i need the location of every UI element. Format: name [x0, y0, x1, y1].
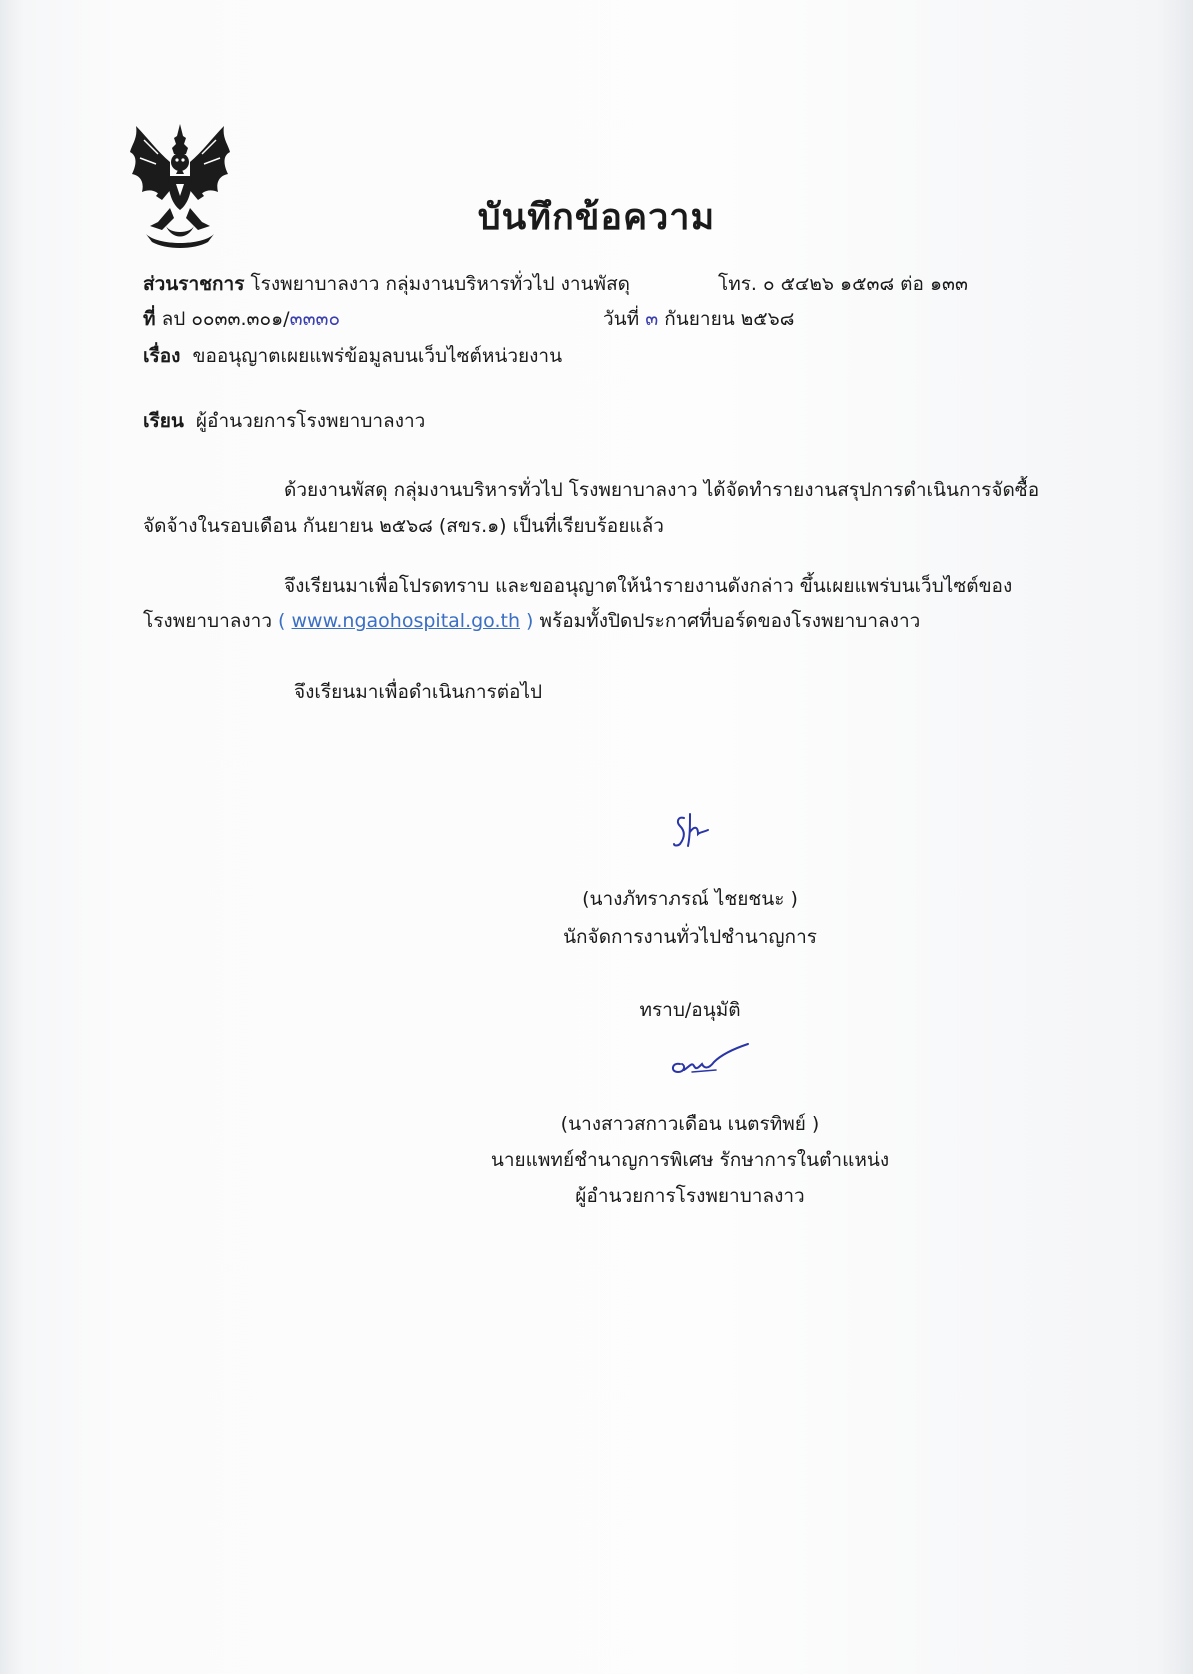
- agency-value: โรงพยาบาลงาว กลุ่มงานบริหารทั่วไป งานพัสดุ: [250, 273, 631, 295]
- signer-2-name: (นางสาวสกาวเดือน เนตรทิพย์ ): [560, 1113, 820, 1135]
- paragraph-2-text-start: โรงพยาบาลงาว: [143, 610, 273, 632]
- subject-label: เรื่อง: [143, 345, 181, 367]
- addressee-value: ผู้อำนวยการโรงพยาบาลงาว: [195, 410, 426, 432]
- link-paren-close: ): [520, 610, 540, 632]
- date-label: วันที่: [603, 308, 640, 330]
- agency-line: [143, 272, 630, 296]
- paragraph-1-line-1: ด้วยงานพัสดุ กลุ่มงานบริหารทั่วไป โรงพยาบาลงาว ได้จัดทำรายงานสรุปการดำเนินการจัดซื้อ: [284, 479, 1040, 501]
- signature-2: [664, 1040, 756, 1080]
- reference-label: ที่: [143, 308, 156, 330]
- date-line: [603, 307, 794, 331]
- paragraph-2-line-1: จึงเรียนมาเพื่อโปรดทราบ และขออนุญาตให้นำรายงานดังกล่าว ขึ้นเผยแพร่บนเว็บไซต์ของ: [284, 575, 1013, 597]
- date-rest: กันยายน ๒๕๖๘: [664, 308, 795, 330]
- memo-title: บันทึกข้อความ: [477, 197, 716, 238]
- signature-1: [670, 812, 714, 852]
- approval-label: ทราบ/อนุมัติ: [639, 999, 741, 1021]
- paragraph-1-line-2: จัดจ้างในรอบเดือน กันยายน ๒๕๖๘ (สขร.๑) เป็นที่เรียบร้อยแล้ว: [143, 515, 664, 537]
- addressee-label: เรียน: [143, 410, 184, 432]
- signer-2-position-line-2: ผู้อำนวยการโรงพยาบาลงาว: [575, 1185, 805, 1207]
- signer-1-name: (นางภัทราภรณ์ ไชยชนะ ): [582, 888, 798, 910]
- addressee-line: [143, 409, 425, 433]
- reference-number: ๓๓๓๐: [289, 308, 341, 330]
- signer-1-position: นักจัดการงานทั่วไปชำนาญการ: [563, 926, 817, 948]
- reference-line: [143, 307, 340, 331]
- subject-value: ขออนุญาตเผยแพร่ข้อมูลบนเว็บไซต์หน่วยงาน: [192, 345, 563, 367]
- phone-number: โทร. ๐ ๕๔๒๖ ๑๕๓๘ ต่อ ๑๓๓: [718, 273, 968, 295]
- reference-prefix: ลป ๐๐๓๓.๓๐๑/: [161, 308, 290, 330]
- hospital-website-link[interactable]: www.ngaohospital.go.th: [291, 610, 520, 632]
- link-paren-open: (: [272, 610, 292, 632]
- paragraph-2-line-2: [143, 609, 920, 633]
- paragraph-2-text-end: พร้อมทั้งปิดประกาศที่บอร์ดของโรงพยาบาลงาว: [539, 610, 921, 632]
- agency-label: ส่วนราชการ: [143, 273, 245, 295]
- paragraph-3: จึงเรียนมาเพื่อดำเนินการต่อไป: [294, 681, 543, 703]
- signer-2-position: นายแพทย์ชำนาญการพิเศษ รักษาการในตำแหน่ง: [490, 1149, 890, 1171]
- date-day: ๓: [645, 308, 659, 330]
- subject-line: [143, 344, 562, 368]
